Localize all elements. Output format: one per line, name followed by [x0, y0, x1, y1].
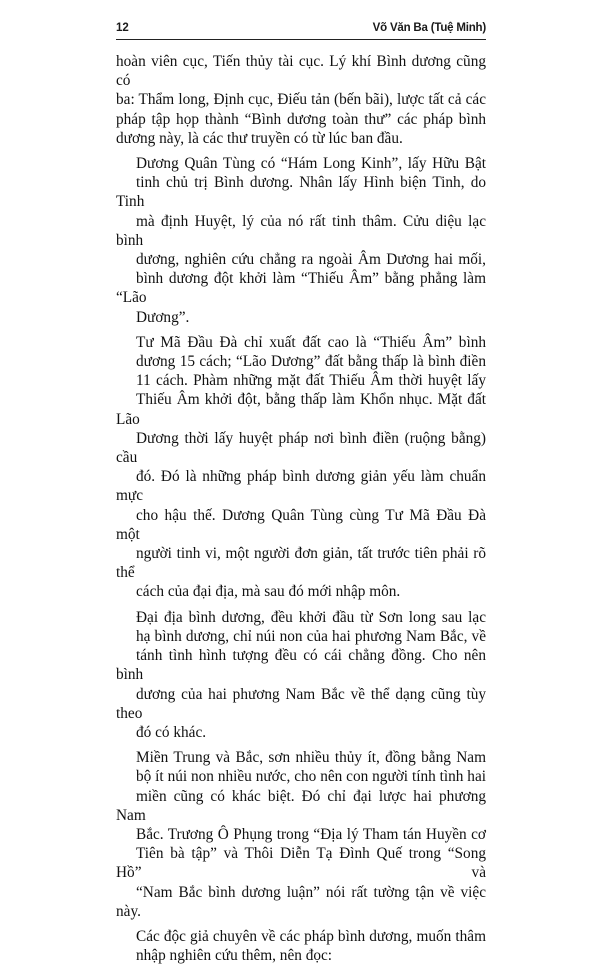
- body-text: [116, 52, 486, 965]
- paragraph: [116, 154, 486, 327]
- text-line: Đại địa bình dương, đều khởi đầu từ Sơn long sau lạc: [136, 608, 486, 626]
- running-head-author: Võ Văn Ba (Tuệ Minh): [372, 22, 486, 34]
- page-header: [116, 21, 486, 40]
- text-line: Tư Mã Đầu Đà chỉ xuất đất cao là “Thiếu Âm” bình: [136, 333, 486, 351]
- text-line: Tiên bà tập” và Thôi Diễn Tạ Đình Quế trong “Song Hồ” và: [116, 845, 486, 882]
- text-line: dương 15 cách; “Lão Dương” đất bằng thấp là bình điền: [136, 353, 486, 371]
- paragraph: [116, 748, 486, 921]
- text-line: Thiếu Âm khởi đột, bằng thấp làm Khổn nhục. Mặt đất Lão: [116, 391, 486, 428]
- paragraph: [116, 608, 486, 742]
- text-line: đó. Đó là những pháp bình dương giản yếu làm chuẩn mực: [116, 468, 486, 505]
- text-line: bộ ít núi non nhiều nước, cho nên con người tính tình hai: [136, 768, 486, 786]
- text-line: ba: Thẩm long, Định cục, Điếu tản (bến bãi), lược tất cả các: [116, 91, 486, 109]
- paragraph: [116, 333, 486, 602]
- paragraph: [116, 927, 486, 965]
- text-line: Các độc giả chuyên về các pháp bình dương, muốn thâm: [136, 927, 486, 945]
- text-line: 11 cách. Phàm những mặt đất Thiếu Âm thời huyệt lấy: [136, 372, 486, 390]
- text-line: Bắc. Trương Ô Phụng trong “Địa lý Tham tán Huyền cơ: [136, 825, 486, 843]
- text-line: người tinh vi, một người đơn giản, tất trước tiên phải rõ thể: [116, 545, 486, 582]
- text-line: hoàn viên cục, Tiến thủy tài cục. Lý khí Bình dương cũng có: [116, 53, 486, 90]
- text-line: nhập nghiên cứu thêm, nên đọc:: [136, 947, 333, 965]
- text-line: hạ bình dương, chỉ núi non của hai phương Nam Bắc, về: [136, 627, 486, 645]
- text-line: mà định Huyệt, lý của nó rất tinh thâm. Cửu diệu lạc bình: [116, 212, 486, 249]
- text-line: dương này, là các thư truyền có từ lúc ban đầu.: [116, 129, 403, 147]
- text-line: đó có khác.: [136, 723, 207, 741]
- text-line: tánh tình hình tượng đều có cái chẳng đồng. Cho nên bình: [116, 647, 486, 684]
- text-line: cho hậu thế. Dương Quân Tùng cùng Tư Mã Đầu Đà một: [116, 506, 486, 543]
- text-line: pháp tập họp thành “Bình dương toàn thư” các pháp bình: [116, 110, 486, 128]
- paragraph: [116, 52, 486, 148]
- text-line: dương, nghiên cứu chẳng ra ngoài Âm Dương hai mối,: [136, 251, 486, 269]
- text-line: tinh chủ trị Bình dương. Nhân lấy Hình biện Tinh, do Tinh: [116, 174, 486, 211]
- text-line: Miền Trung và Bắc, sơn nhiều thủy ít, đồng bằng Nam: [136, 749, 486, 767]
- text-line: Dương”.: [136, 308, 190, 326]
- text-line: miền cũng có khác biệt. Đó chỉ đại lược hai phương Nam: [116, 787, 486, 824]
- text-line: bình dương đột khởi làm “Thiếu Âm” bằng phẳng làm “Lão: [116, 270, 486, 307]
- page-number: 12: [116, 22, 129, 34]
- text-line: cách của đại địa, mà sau đó mới nhập môn.: [136, 583, 401, 601]
- text-line: Dương thời lấy huyệt pháp nơi bình điền (ruộng bằng) cầu: [116, 429, 486, 467]
- text-line: Dương Quân Tùng có “Hám Long Kinh”, lấy Hữu Bật: [136, 155, 486, 173]
- text-line: “Nam Bắc bình dương luận” nói rất tường tận về việc này.: [116, 883, 486, 920]
- text-line: dương của hai phương Nam Bắc về thể dạng cũng tùy theo: [116, 685, 486, 722]
